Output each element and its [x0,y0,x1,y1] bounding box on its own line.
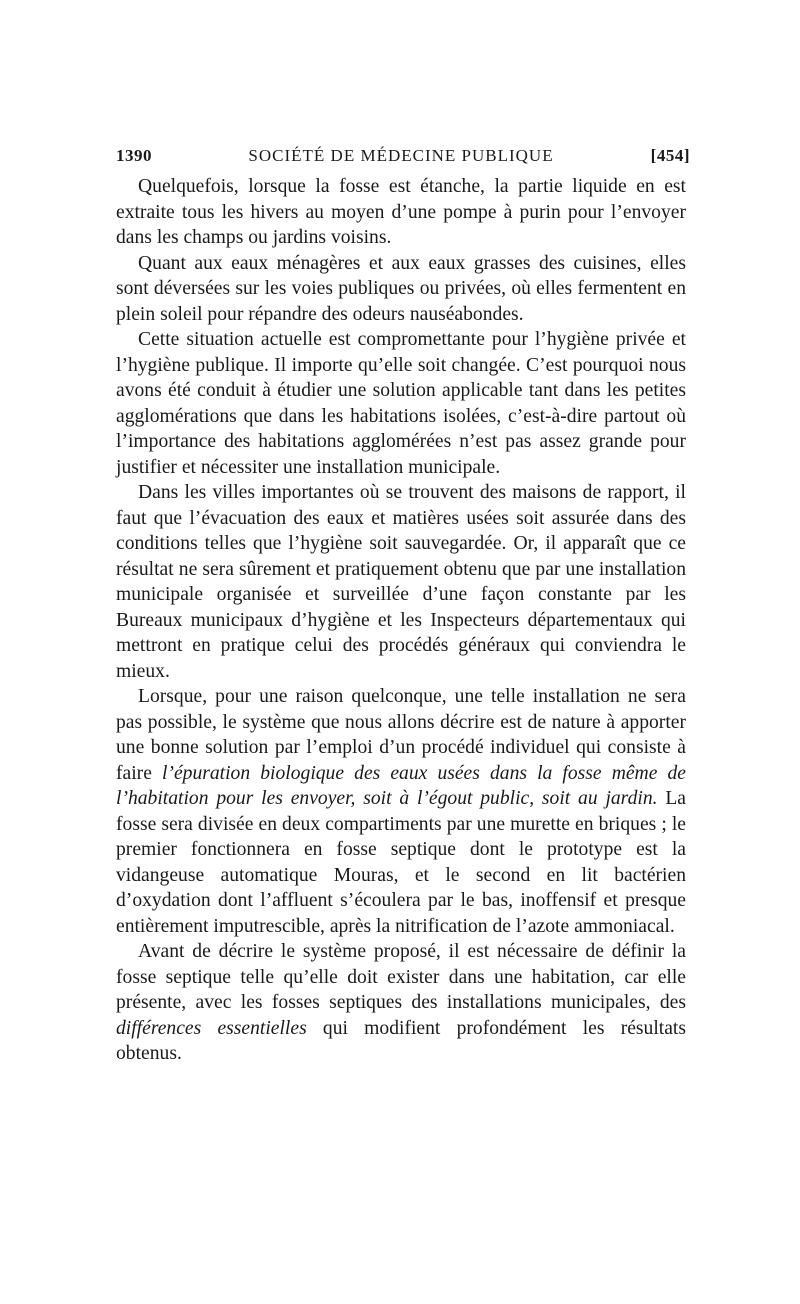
paragraph-6-italic-phrase: différences essentielles [116,1017,307,1039]
paragraph-6 [116,939,686,1067]
running-title: SOCIÉTÉ DE MÉDECINE PUBLIQUE [248,146,554,165]
body-text [116,174,686,1067]
paragraph-5-text-a: Lorsque, pour une raison quelconque, une telle installation ne sera pas possible, le système que nous allons décrire est de nature à apporter une bonne solution par l’emploi d’un procédé individuel qui consiste à faire [116,686,686,784]
bracket-page-number: [454] [650,146,690,165]
paragraph-6-text-a: Avant de décrire le système proposé, il est nécessaire de définir la fosse septique telle qu’elle doit exister dans une habitation, car elle présente, avec les fosses septiques des installations municipales, des [116,941,686,1013]
paragraph-3 [116,327,686,480]
paragraph-5-text-b: La fosse sera divisée en deux compartiments par une murette en briques ; le premier fonctionnera en fosse septique dont le prototype est la vidangeuse automatique Mouras, et le second en lit bactérien d’oxydation dont l’affluent s’écoulera par le bas, inoffensif et presque entièrement imputrescible, après la nitrification de l’azote ammoniacal. [116,788,686,937]
paragraph-4-text: Dans les villes importantes où se trouvent des maisons de rapport, il faut que l’évacuation des eaux et matières usées soit assurée dans des conditions telles que l’hygiène soit sauvegardée. Or, il apparaît que ce résultat ne sera sûrement et pratiquement obtenu que par une installation municipale organisée et surveillée d’une façon constante par les Bureaux municipaux d’hygiène et les Inspecteurs départementaux qui mettront en pratique celui des procédés généraux qui conviendra le mieux. [116,482,686,682]
paragraph-1 [116,174,686,251]
page-number: 1390 [116,146,152,165]
page-header [116,146,690,174]
paragraph-4 [116,480,686,684]
paragraph-1-text: Quelquefois, lorsque la fosse est étanche, la partie liquide en est extraite tous les hivers au moyen d’une pompe à purin pour l’envoyer dans les champs ou jardins voisins. [116,176,686,248]
paragraph-3-text: Cette situation actuelle est compromettante pour l’hygiène privée et l’hygiène publique. Il importe qu’elle soit changée. C’est pourquoi nous avons été conduit à étudier une solution applicable tant dans les petites agglomérations que dans les habitations isolées, c’est-à-dire partout où l’importance des habitations agglomérées n’est pas assez grande pour justifier et nécessiter une installation municipale. [116,329,686,478]
paragraph-2 [116,251,686,328]
paragraph-5 [116,684,686,939]
paragraph-2-text: Quant aux eaux ménagères et aux eaux grasses des cuisines, elles sont déversées sur les voies publiques ou privées, où elles fermentent en plein soleil pour répandre des odeurs nauséabondes. [116,252,686,325]
paragraph-5-italic-phrase: l’épuration biologique des eaux usées dans la fosse même de l’habitation pour les envoyer, soit à l’égout public, soit au jardin. [116,762,686,809]
paragraph-6-text-b: qui modifient profondément les résultats obtenus. [116,1017,687,1064]
book-page [116,146,690,1067]
